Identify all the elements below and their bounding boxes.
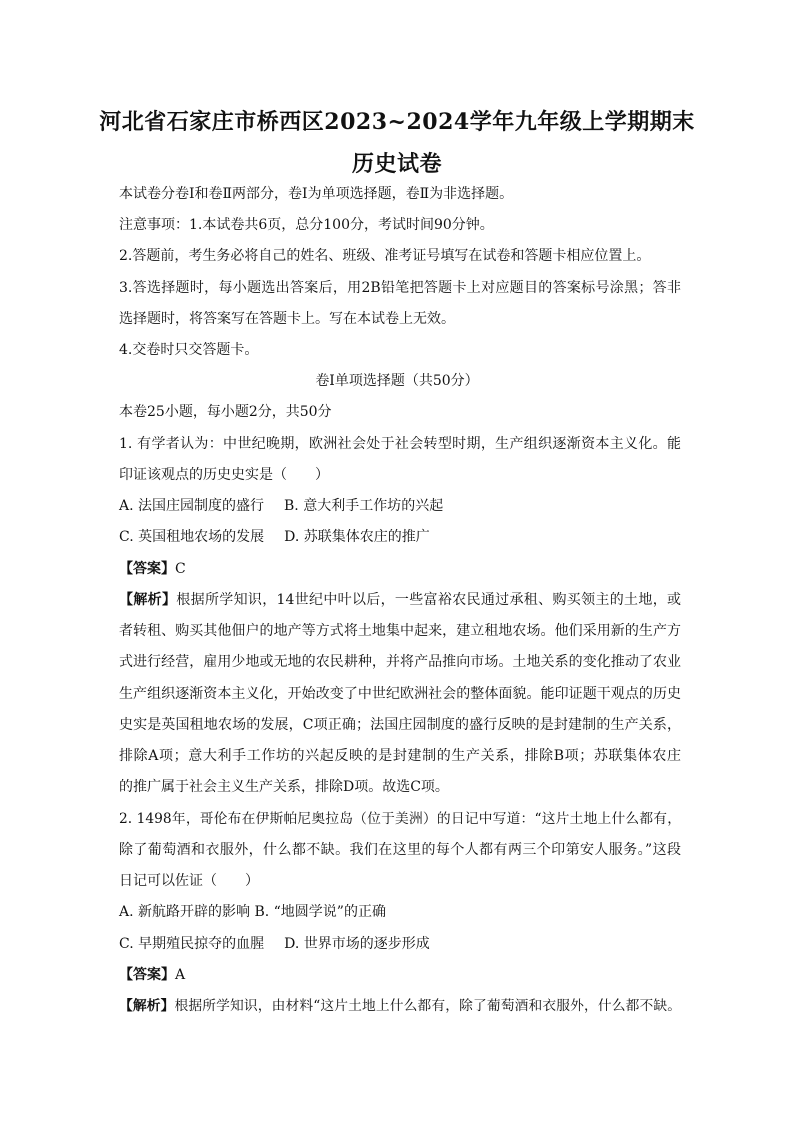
q1-answer [119, 559, 186, 579]
q1-analysis-tag: 【解析】 [119, 592, 177, 608]
q1-option-b: B. 意大利手工作坊的兴起 [284, 498, 444, 514]
intro-line-4b: 选择题时，将答案写在答题卡上。写在本试卷上无效。 [119, 311, 455, 327]
q2-options-row-2 [119, 934, 430, 954]
q1-options-row-1 [119, 496, 443, 516]
section-desc: 本卷25小题，每小题2分，共50分 [119, 404, 332, 420]
q1-answer-tag: 【答案】 [119, 561, 175, 577]
q2-stem-line-2: 除了葡萄酒和衣服外，什么都不缺。我们在这里的每个人都有两三个印第安人服务。”这段 [119, 842, 681, 858]
q2-answer-tag: 【答案】 [119, 967, 175, 983]
q1-option-a: A. 法国庄园制度的盛行 [119, 498, 265, 514]
intro-line-1: 本试卷分卷Ⅰ和卷Ⅱ两部分，卷Ⅰ为单项选择题，卷Ⅱ为非选择题。 [119, 186, 514, 202]
intro-line-3: 2.答题前，考生务必将自己的姓名、班级、准考证号填写在试卷和答题卡相应位置上。 [119, 248, 651, 264]
q1-option-c: C. 英国租地农场的发展 [119, 529, 265, 545]
q2-answer [119, 965, 185, 985]
q1-analysis-text-1: 根据所学知识，14世纪中叶以后，一些富裕农民通过承租、购买领主的土地，或 [176, 592, 682, 608]
exam-title-line1: 河北省石家庄市桥西区2023~2024学年九年级上学期期末 [99, 109, 695, 135]
q2-analysis-line-1 [119, 996, 681, 1016]
q1-analysis-line-1 [119, 590, 681, 610]
q2-answer-value: A [175, 967, 186, 983]
section-title: 卷Ⅰ单项选择题（共50分） [315, 373, 479, 389]
q1-option-d: D. 苏联集体农庄的推广 [284, 529, 430, 545]
exam-title-line2: 历史试卷 [351, 151, 442, 177]
q2-stem-line-1: 2. 1498年，哥伦布在伊斯帕尼奥拉岛（位于美洲）的日记中写道：“这片土地上什么都有， [119, 811, 681, 827]
q2-options-row-1: A. 新航路开辟的影响 B. “地圆学说”的正确 [119, 904, 386, 920]
q2-analysis-text-1: 根据所学知识，由材料“这片土地上什么都有，除了葡萄酒和衣服外，什么都不缺。 [174, 998, 681, 1014]
q1-answer-value: C [175, 561, 186, 577]
q2-option-d: D. 世界市场的逐步形成 [284, 936, 430, 952]
q1-options-row-2 [119, 527, 430, 547]
q1-analysis-line-3: 式进行经营，雇用少地或无地的农民耕种，并将产品推向市场。土地关系的变化推动了农业 [119, 654, 681, 670]
q1-analysis-line-4: 生产组织逐渐资本主义化，开始改变了中世纪欧洲社会的整体面貌。能印证题干观点的历史 [119, 686, 681, 702]
q1-analysis-line-2: 者转租、购买其他佃户的地产等方式将土地集中起来，建立租地农场。他们采用新的生产方 [119, 623, 681, 639]
q2-option-c: C. 早期殖民掠夺的血腥 [119, 936, 265, 952]
q1-stem-line-1: 1. 有学者认为：中世纪晚期，欧洲社会处于社会转型时期，生产组织逐渐资本主义化。能 [119, 436, 681, 452]
q1-analysis-line-6: 排除A项；意大利手工作坊的兴起反映的是封建制的生产关系，排除B项；苏联集体农庄 [119, 748, 681, 764]
q2-stem-line-3: 日记可以佐证（ ） [119, 873, 259, 889]
q1-analysis-line-5: 史实是英国租地农场的发展，C项正确；法国庄园制度的盛行反映的是封建制的生产关系， [119, 717, 681, 733]
intro-line-2: 注意事项：1.本试卷共6页，总分100分，考试时间90分钟。 [119, 217, 494, 233]
q2-analysis-tag: 【解析】 [119, 998, 175, 1014]
intro-line-5: 4.交卷时只交答题卡。 [119, 342, 259, 358]
q1-analysis-line-7: 的推广属于社会主义生产关系，排除D项。故选C项。 [119, 779, 449, 795]
q1-stem-line-2: 印证该观点的历史史实是（ ） [119, 467, 329, 483]
intro-line-4a: 3.答选择题时，每小题选出答案后，用2B铅笔把答题卡上对应题目的答案标号涂黑；答非 [119, 280, 681, 296]
